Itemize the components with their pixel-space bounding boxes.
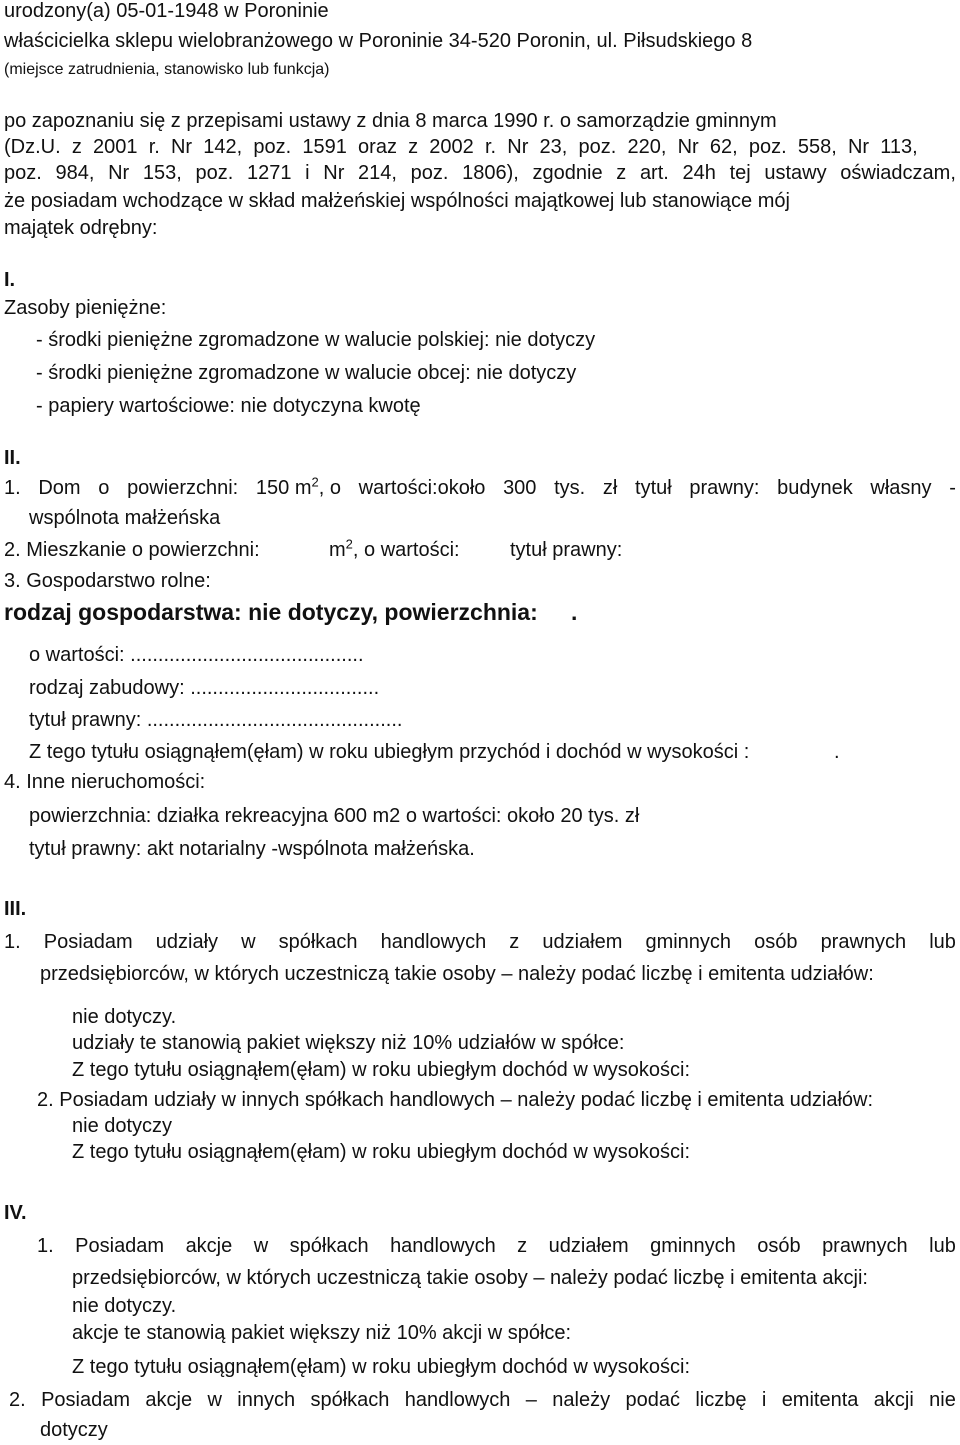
intro-line-5: majątek odrębny: [4, 217, 158, 239]
section-1-item: - środki pieniężne zgromadzone w walucie polskiej: nie dotyczy [36, 329, 596, 351]
section-1-title: Zasoby pieniężne: [4, 297, 167, 319]
intro-line-4: że posiadam wchodzące w skład małżeńskiej wspólności majątkowej lub stanowiące mój [4, 190, 790, 212]
stocks-item-1-answer: nie dotyczy. [72, 1295, 177, 1317]
shares-item-2: 2. Posiadam udziały w innych spółkach handlowych – należy podać liczbę i emitenta udziałów: [37, 1089, 874, 1111]
stocks-item-2: 2. Posiadam akcje w innych spółkach handlowych – należy podać liczbę i emitenta akcji nie [9, 1389, 956, 1411]
shares-item-1: 1. Posiadam udziały w spółkach handlowych z udziałem gminnych osób prawnych lub [4, 931, 956, 953]
stocks-item-1-cont: przedsiębiorców, w których uczestniczą takie osoby – należy podać liczbę i emitenta akcji: [72, 1267, 868, 1289]
birth-line: urodzony(a) 05-01-1948 w Poroninie [4, 0, 329, 22]
section-2-heading: II. [4, 447, 21, 469]
stocks-item-1-share: akcje te stanowią pakiet większy niż 10% akcji w spółce: [72, 1322, 572, 1344]
other-title: tytuł prawny: akt notarialny -wspólnota małżeńska. [29, 838, 475, 860]
farm-income: Z tego tytułu osiągnąłem(ęłam) w roku ubiegłym przychód i dochód w wysokości : [29, 741, 750, 763]
flat-title: tytuł prawny: [510, 539, 623, 561]
farm-type-end: . [571, 599, 578, 625]
shares-item-2-answer: nie dotyczy [72, 1115, 173, 1137]
position-line: właścicielka sklepu wielobranżowego w Poroninie 34-520 Poronin, ul. Piłsudskiego 8 [4, 30, 753, 52]
farm-value: o wartości: .......................................... [29, 644, 364, 666]
intro-line-2: (Dz.U. z 2001 r. Nr 142, poz. 1591 oraz z 2002 r. Nr 23, poz. 220, Nr 62, poz. 558, Nr 113, [4, 136, 918, 158]
shares-item-1-income: Z tego tytułu osiągnąłem(ęłam) w roku ubiegłym dochód w wysokości: [72, 1059, 691, 1081]
intro-line-1: po zapoznaniu się z przepisami ustawy z dnia 8 marca 1990 r. o samorządzie gminnym [4, 110, 777, 132]
farm-income-end: . [834, 741, 840, 763]
flat-line: 2. Mieszkanie o powierzchni: [4, 539, 260, 561]
house-line: 1. Dom o powierzchni: 150 $m^2$, o wartości:około 300 tys. zł tytuł prawny: budynek własny - [4, 474, 956, 499]
flat-area: $m^2$, o wartości: [329, 536, 460, 561]
other-area: powierzchnia: działka rekreacyjna 600 m2 o wartości: około 20 tys. zł [29, 805, 640, 827]
other-heading: 4. Inne nieruchomości: [4, 771, 206, 793]
intro-line-3: poz. 984, Nr 153, poz. 1271 i Nr 214, poz. 1806), zgodnie z art. 24h tej ustawy oświadczam, [4, 162, 956, 184]
section-1-item: - papiery wartościowe: nie dotyczyna kwotę [36, 395, 421, 417]
shares-item-1-share: udziały te stanowią pakiet większy niż 10% udziałów w spółce: [72, 1032, 625, 1054]
stocks-item-2-cont: dotyczy [40, 1419, 108, 1441]
section-1-item: - środki pieniężne zgromadzone w walucie obcej: nie dotyczy [36, 362, 577, 384]
farm-buildings: rodzaj zabudowy: .................................. [29, 677, 380, 699]
stocks-item-1-income: Z tego tytułu osiągnąłem(ęłam) w roku ubiegłym dochód w wysokości: [72, 1356, 691, 1378]
stocks-item-1: 1. Posiadam akcje w spółkach handlowych z udziałem gminnych osób prawnych lub [37, 1235, 956, 1257]
section-4-heading: IV. [4, 1202, 27, 1224]
shares-item-1-cont: przedsiębiorców, w których uczestniczą takie osoby – należy podać liczbę i emitenta udziałów: [40, 963, 874, 985]
section-3-heading: III. [4, 898, 27, 920]
house-line-cont: wspólnota małżeńska [29, 507, 221, 529]
section-1-heading: I. [4, 269, 16, 291]
shares-item-2-income: Z tego tytułu osiągnąłem(ęłam) w roku ubiegłym dochód w wysokości: [72, 1141, 691, 1163]
farm-title: tytuł prawny: .............................................. [29, 709, 403, 731]
farm-heading: 3. Gospodarstwo rolne: [4, 570, 211, 592]
position-caption: (miejsce zatrudnienia, stanowisko lub funkcja) [4, 61, 330, 78]
shares-item-1-answer: nie dotyczy. [72, 1006, 177, 1028]
farm-type: rodzaj gospodarstwa: nie dotyczy, powierzchnia: [4, 599, 538, 625]
